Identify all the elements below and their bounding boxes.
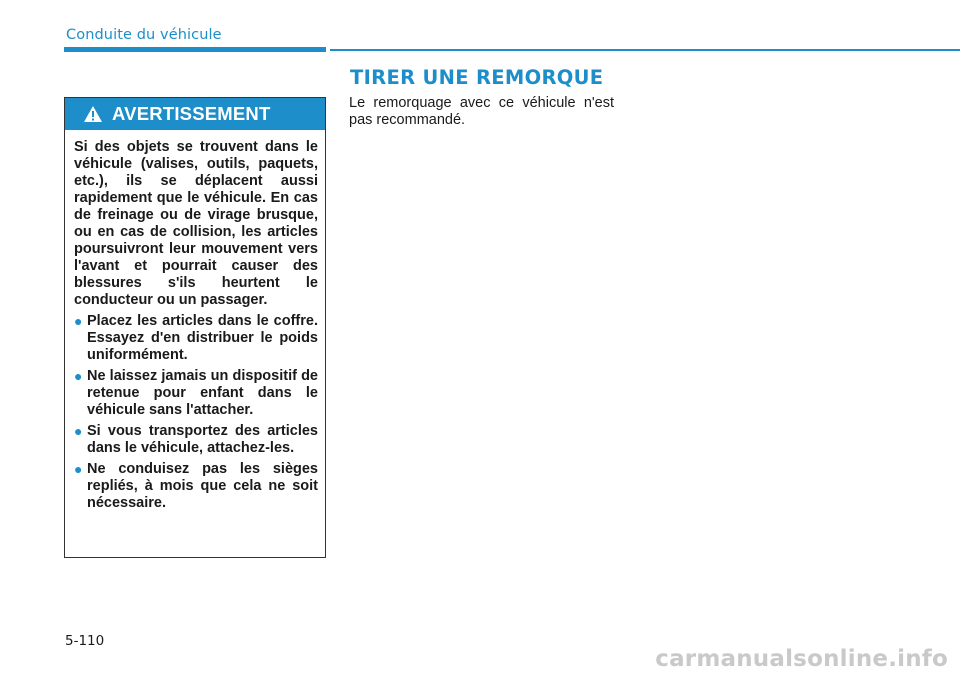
warning-bullet bbox=[74, 423, 318, 457]
header-rule-thick bbox=[64, 47, 326, 52]
page-number: 5-110 bbox=[65, 633, 105, 649]
warning-bullet bbox=[74, 368, 318, 419]
section-body: Le remorquage avec ce véhicule n'est pas recommandé. bbox=[349, 95, 614, 128]
bullet-dot-icon: ● bbox=[74, 461, 83, 477]
warning-bullet bbox=[74, 461, 318, 512]
header-rule-thin bbox=[330, 49, 960, 51]
watermark: carmanualsonline.info bbox=[655, 646, 948, 672]
warning-bullet-text: Placez les articles dans le coffre. Essayez d'en distribuer le poids uniformément. bbox=[87, 313, 318, 363]
warning-title: AVERTISSEMENT bbox=[112, 103, 271, 124]
warning-bullet-list bbox=[74, 313, 318, 512]
section-heading: TIRER UNE REMORQUE bbox=[350, 66, 604, 89]
warning-bullet-text: Si vous transportez des articles dans le véhicule, attachez-les. bbox=[87, 423, 318, 456]
warning-box bbox=[64, 97, 326, 558]
section-title: Conduite du véhicule bbox=[66, 27, 222, 43]
warning-header bbox=[65, 98, 325, 130]
bullet-dot-icon: ● bbox=[74, 423, 83, 439]
warning-body bbox=[65, 130, 325, 512]
bullet-dot-icon: ● bbox=[74, 368, 83, 384]
warning-triangle-icon bbox=[83, 105, 103, 123]
warning-bullet-text: Ne laissez jamais un dispositif de retenue pour enfant dans le véhicule sans l'attacher. bbox=[87, 368, 318, 418]
warning-intro: Si des objets se trouvent dans le véhicule (valises, outils, paquets, etc.), ils se déplacent aussi rapidement que le véhicule. En cas de freinage ou de virage brusque, ou en cas de collision, les articles poursuivront leur mouvement vers l'avant et pourrait causer des blessures s'ils heurtent le conducteur ou un passager. bbox=[74, 139, 318, 308]
warning-bullet bbox=[74, 313, 318, 364]
bullet-dot-icon: ● bbox=[74, 313, 83, 329]
warning-bullet-text: Ne conduisez pas les sièges repliés, à mois que cela ne soit nécessaire. bbox=[87, 461, 318, 511]
